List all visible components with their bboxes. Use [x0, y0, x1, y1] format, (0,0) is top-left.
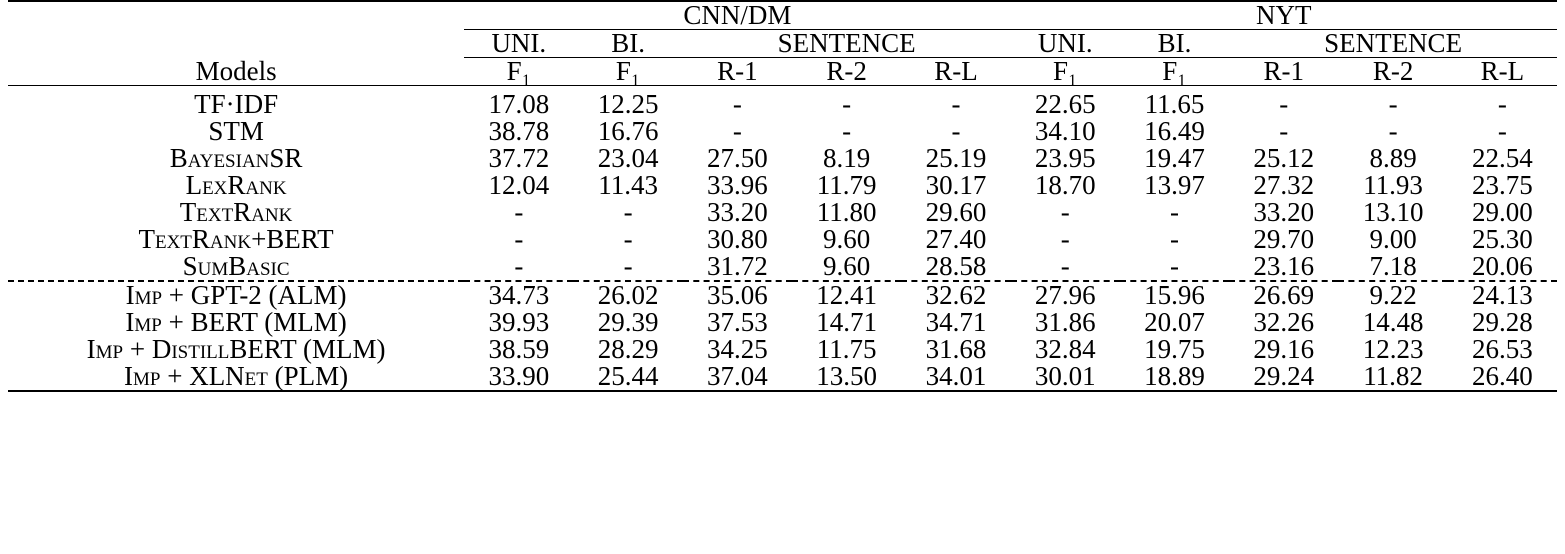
metric-cell: 39.93: [488, 307, 550, 337]
metric-cell: 33.20: [707, 197, 768, 227]
metric-header-0: F₁: [506, 56, 532, 86]
metric-cell: -: [951, 89, 961, 119]
model-name-label: Imp + GPT-2 (ALM): [125, 280, 347, 310]
metric-cell: 11.80: [816, 197, 877, 227]
metric-cell: 11.65: [1144, 89, 1205, 119]
metric-cell: 20.07: [1144, 307, 1205, 337]
table-row: [8, 363, 1557, 391]
metric-cell: 34.71: [925, 307, 987, 337]
metric-cell: -: [623, 197, 633, 227]
metric-cell: 34.25: [707, 334, 768, 364]
metric-cell: 9.00: [1369, 224, 1417, 254]
model-name-label: Imp + BERT (MLM): [125, 307, 347, 337]
metric-cell: 18.89: [1144, 361, 1205, 391]
metric-cell: -: [514, 224, 524, 254]
dataset-group-row: [8, 1, 1557, 30]
metric-cell: -: [1279, 116, 1289, 146]
model-name-label: Imp + DistillBERT (MLM): [86, 334, 386, 364]
metric-cell: 33.90: [488, 361, 550, 391]
metric-cell: 27.96: [1011, 281, 1120, 309]
metric-cell: 15.96: [1120, 281, 1229, 309]
metric-cell: 19.47: [1144, 143, 1205, 173]
subgroup-nyt-sentence: SENTENCE: [1229, 30, 1557, 58]
metric-cell: 26.40: [1471, 361, 1533, 391]
metric-cell: -: [1497, 116, 1507, 146]
table-row: [8, 199, 1557, 226]
metric-cell: 7.18: [1369, 251, 1417, 281]
metric-cell: 28.58: [925, 251, 987, 281]
metric-cell: 31.68: [925, 334, 987, 364]
metric-header-8: R-2: [1372, 56, 1414, 86]
metric-header-row: [8, 58, 1557, 86]
metric-cell: 19.75: [1144, 334, 1205, 364]
subgroup-nyt-uni: UNI.: [1011, 30, 1120, 58]
metric-header-2: R-1: [717, 56, 758, 86]
metric-cell: 9.60: [823, 224, 871, 254]
metric-cell: 14.71: [816, 307, 878, 337]
metric-cell: 29.16: [1253, 334, 1315, 364]
metric-cell: 11.75: [816, 334, 877, 364]
metric-cell: 14.48: [1362, 307, 1424, 337]
model-name-cell: [8, 199, 464, 226]
table-row: [8, 172, 1557, 199]
table-row: [8, 253, 1557, 281]
table-row: [8, 309, 1557, 336]
metric-cell: 8.89: [1369, 143, 1417, 173]
model-name-label: TextRank: [179, 197, 293, 227]
metric-cell: -: [1170, 197, 1179, 227]
metric-cell: 38.59: [488, 334, 550, 364]
subgroup-cnndm-uni: UNI.: [464, 30, 573, 58]
metric-cell: -: [514, 251, 524, 281]
metric-cell: -: [1170, 224, 1179, 254]
metric-cell: 12.41: [792, 281, 901, 309]
metric-cell: 34.10: [1034, 116, 1096, 146]
metric-cell: 37.04: [707, 361, 768, 391]
metric-cell: -: [623, 251, 633, 281]
group-header-nyt: NYT: [1011, 1, 1557, 30]
metric-cell: 32.62: [901, 281, 1010, 309]
metric-cell: -: [1388, 89, 1398, 119]
metric-cell: -: [1060, 224, 1070, 254]
metric-cell: 30.01: [1034, 361, 1096, 391]
subgroup-cnndm-bi: BI.: [573, 30, 682, 58]
metric-cell: 30.17: [925, 170, 987, 200]
metric-cell: -: [1497, 89, 1507, 119]
metric-cell: -: [1060, 197, 1070, 227]
metric-cell: -: [732, 116, 742, 146]
metric-cell: 34.73: [464, 281, 573, 309]
subgroup-row: [8, 30, 1557, 58]
model-name-label: STM: [208, 116, 264, 146]
metric-header-5: F₁: [1053, 56, 1078, 86]
table-row: [8, 91, 1557, 118]
metric-cell: -: [1279, 89, 1289, 119]
table-row: [8, 226, 1557, 253]
metric-cell: 12.25: [597, 89, 659, 119]
metric-cell: 29.24: [1253, 361, 1315, 391]
metric-cell: 17.08: [488, 89, 550, 119]
table-body: [8, 91, 1557, 391]
metric-cell: 32.84: [1034, 334, 1096, 364]
metric-cell: 29.39: [597, 307, 659, 337]
metric-cell: 33.20: [1253, 197, 1315, 227]
metric-cell: 11.43: [598, 170, 658, 200]
metric-cell: 26.02: [573, 281, 682, 309]
model-name-label: TextRank+BERT: [138, 224, 334, 254]
model-name-cell: [8, 145, 464, 172]
group-header-cnndm: CNN/DM: [464, 1, 1010, 30]
metric-cell: 30.80: [707, 224, 768, 254]
metric-cell: 13.50: [816, 361, 878, 391]
metric-cell: 25.44: [597, 361, 659, 391]
metric-cell: 22.54: [1471, 143, 1533, 173]
bottom-rule: [8, 391, 1557, 392]
metric-cell: -: [1388, 116, 1398, 146]
metric-cell: -: [842, 89, 852, 119]
model-name-cell: [8, 118, 464, 145]
metric-cell: 23.95: [1034, 143, 1096, 173]
metric-cell: 9.22: [1338, 281, 1447, 309]
table-row: [8, 281, 1557, 309]
metric-header-9: R-L: [1480, 56, 1525, 86]
metric-cell: 29.28: [1471, 307, 1533, 337]
metric-cell: 32.26: [1253, 307, 1315, 337]
metric-cell: 11.82: [1363, 361, 1423, 391]
metric-cell: 29.70: [1253, 224, 1315, 254]
metric-cell: 31.86: [1034, 307, 1096, 337]
metric-header-7: R-1: [1263, 56, 1305, 86]
metric-cell: 24.13: [1448, 281, 1557, 309]
metric-cell: 29.00: [1471, 197, 1533, 227]
metric-cell: 16.76: [597, 116, 659, 146]
metric-cell: 12.04: [488, 170, 550, 200]
metric-cell: 31.72: [707, 251, 768, 281]
metric-cell: 25.19: [925, 143, 987, 173]
metric-cell: 35.06: [683, 281, 792, 309]
metric-cell: 23.16: [1253, 251, 1315, 281]
metric-cell: 29.60: [925, 197, 987, 227]
metric-cell: 25.30: [1471, 224, 1533, 254]
metric-cell: 9.60: [823, 251, 871, 281]
metric-cell: 27.40: [925, 224, 987, 254]
models-column-header: Models: [195, 56, 277, 86]
metric-cell: -: [842, 116, 852, 146]
model-name-label: BayesianSR: [169, 143, 303, 173]
metric-cell: 13.97: [1144, 170, 1205, 200]
metric-cell: 11.93: [1363, 170, 1423, 200]
model-name-label: LexRank: [185, 170, 287, 200]
empty-corner-2: [8, 30, 464, 58]
metric-header-6: F₁: [1162, 56, 1187, 86]
metric-cell: 37.53: [707, 307, 768, 337]
metric-cell: 34.01: [925, 361, 987, 391]
metric-cell: 13.10: [1362, 197, 1424, 227]
metric-cell: 26.53: [1471, 334, 1533, 364]
model-name-cell: [8, 336, 464, 363]
model-name-label: TF·IDF: [194, 89, 279, 119]
metric-cell: -: [1170, 251, 1179, 281]
subgroup-nyt-bi: BI.: [1120, 30, 1229, 58]
table-row: [8, 118, 1557, 145]
metric-header-4: R-L: [934, 56, 978, 86]
metric-cell: 25.12: [1253, 143, 1315, 173]
metric-cell: 38.78: [488, 116, 550, 146]
table-header: [8, 0, 1557, 91]
model-name-cell: [8, 253, 464, 281]
model-name-cell: [8, 309, 464, 336]
metric-cell: 27.50: [707, 143, 768, 173]
metric-header-3: R-2: [826, 56, 867, 86]
metric-cell: -: [951, 116, 961, 146]
metric-cell: 28.29: [597, 334, 659, 364]
metric-cell: 8.19: [823, 143, 871, 173]
metric-cell: 33.96: [707, 170, 768, 200]
metric-cell: 12.23: [1362, 334, 1424, 364]
metric-cell: 22.65: [1034, 89, 1096, 119]
table-row: [8, 145, 1557, 172]
metric-cell: 11.79: [816, 170, 877, 200]
metric-cell: 20.06: [1471, 251, 1533, 281]
metric-cell: 18.70: [1034, 170, 1096, 200]
results-table: [8, 0, 1557, 392]
subgroup-cnndm-sentence: SENTENCE: [683, 30, 1011, 58]
model-name-label: Imp + XLNet (PLM): [124, 361, 349, 391]
model-name-cell: [8, 281, 464, 309]
metric-cell: -: [732, 89, 742, 119]
table-footer: [8, 391, 1557, 392]
model-name-cell: [8, 172, 464, 199]
metric-cell: 16.49: [1144, 116, 1205, 146]
model-name-cell: [8, 363, 464, 391]
metric-cell: -: [623, 224, 633, 254]
empty-corner: [8, 1, 464, 30]
metric-cell: 23.04: [597, 143, 659, 173]
metric-cell: 23.75: [1471, 170, 1533, 200]
metric-cell: -: [514, 197, 524, 227]
table-row: [8, 336, 1557, 363]
model-name-label: SumBasic: [182, 251, 290, 281]
metric-cell: 27.32: [1253, 170, 1315, 200]
metric-cell: 26.69: [1229, 281, 1338, 309]
metric-cell: 37.72: [488, 143, 550, 173]
metric-cell: -: [1060, 251, 1070, 281]
metric-header-1: F₁: [615, 56, 641, 86]
model-name-cell: [8, 91, 464, 118]
model-name-cell: [8, 226, 464, 253]
